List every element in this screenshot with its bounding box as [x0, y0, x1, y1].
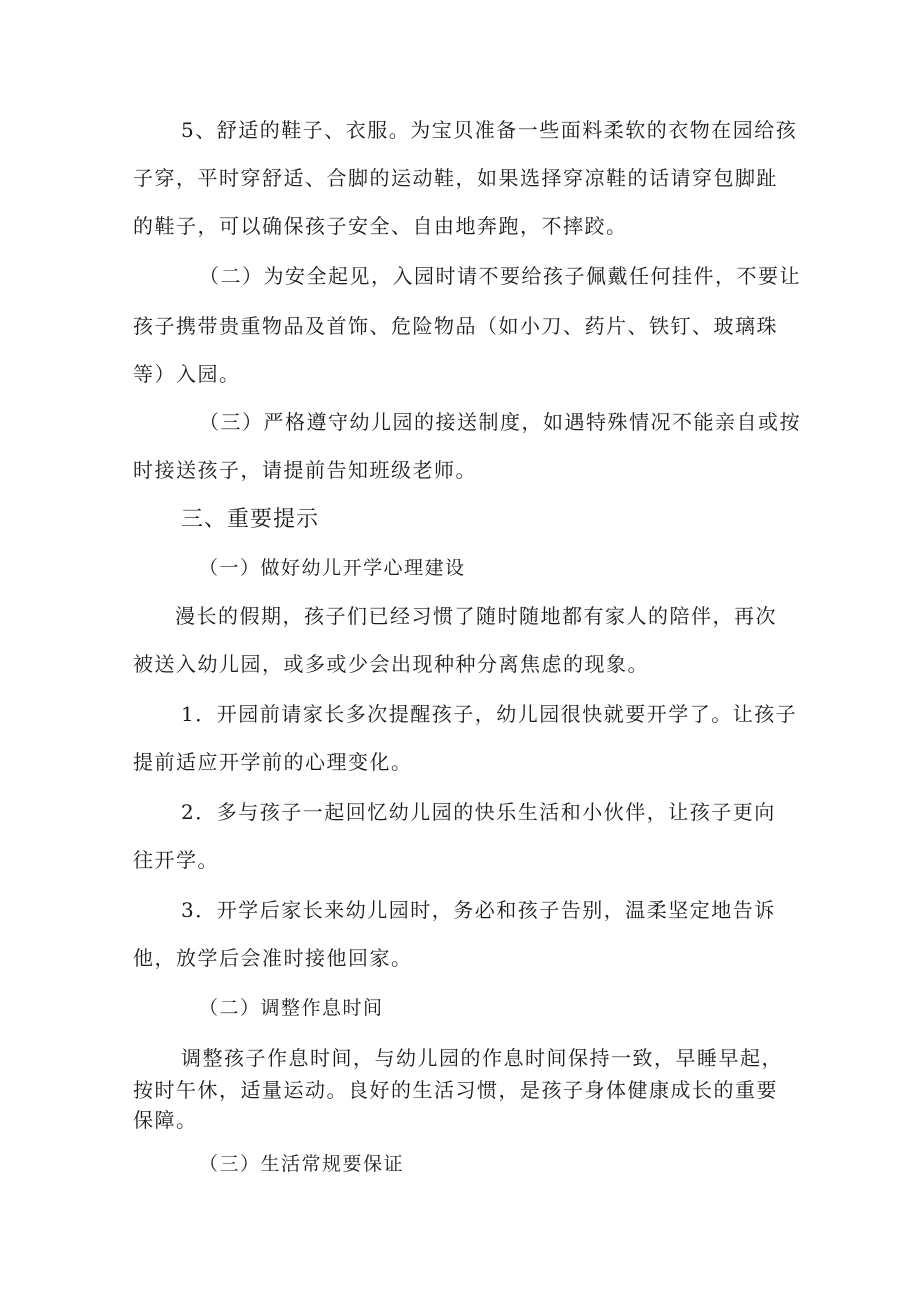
paragraph-line: （二）为安全起见，入园时请不要给孩子佩戴任何挂件，不要让: [199, 264, 801, 288]
paragraph-line: （三）严格遵守幼儿园的接送制度，如遇特殊情况不能亲自或按: [199, 410, 801, 434]
paragraph-line: 2．多与孩子一起回忆幼儿园的快乐生活和小伙伴，让孩子更向: [181, 800, 776, 824]
paragraph-line: 保障。: [133, 1108, 198, 1132]
paragraph-line: 5、舒适的鞋子、衣服。为宝贝准备一些面料柔软的衣物在园给孩: [181, 118, 798, 142]
paragraph-line: 的鞋子，可以确保孩子安全、自由地奔跑，不摔跤。: [133, 214, 628, 238]
subsection-heading: （二）调整作息时间: [199, 997, 384, 1019]
paragraph-line: 漫长的假期，孩子们已经习惯了随时随地都有家人的陪伴，再次: [175, 604, 777, 628]
paragraph-line: 他，放学后会准时接他回家。: [133, 946, 413, 970]
paragraph-line: 3．开学后家长来幼儿园时，务必和孩子告别，温柔坚定地告诉: [181, 898, 776, 922]
paragraph-line: 1．开园前请家长多次提醒孩子，幼儿园很快就要开学了。让孩子: [181, 702, 798, 726]
subsection-heading: （三）生活常规要保证: [199, 1153, 405, 1175]
section-heading: 三、重要提示: [181, 507, 320, 532]
paragraph-line: 按时午休，适量运动。良好的生活习惯，是孩子身体健康成长的重要: [133, 1078, 778, 1102]
paragraph-line: 调整孩子作息时间，与幼儿园的作息时间保持一致，早睡早起，: [181, 1046, 783, 1070]
paragraph-line: 时接送孩子，请提前告知班级老师。: [133, 458, 477, 482]
paragraph-line: 提前适应开学前的心理变化。: [133, 750, 413, 774]
paragraph-line: 等）入园。: [133, 362, 241, 386]
paragraph-line: 往开学。: [133, 848, 219, 872]
subsection-heading: （一）做好幼儿开学心理建设: [199, 557, 466, 579]
paragraph-line: 被送入幼儿园，或多或少会出现种种分离焦虑的现象。: [133, 652, 649, 676]
paragraph-line: 孩子携带贵重物品及首饰、危险物品（如小刀、药片、铁钉、玻璃珠: [133, 314, 778, 338]
paragraph-line: 子穿，平时穿舒适、合脚的运动鞋，如果选择穿凉鞋的话请穿包脚趾: [133, 166, 778, 190]
